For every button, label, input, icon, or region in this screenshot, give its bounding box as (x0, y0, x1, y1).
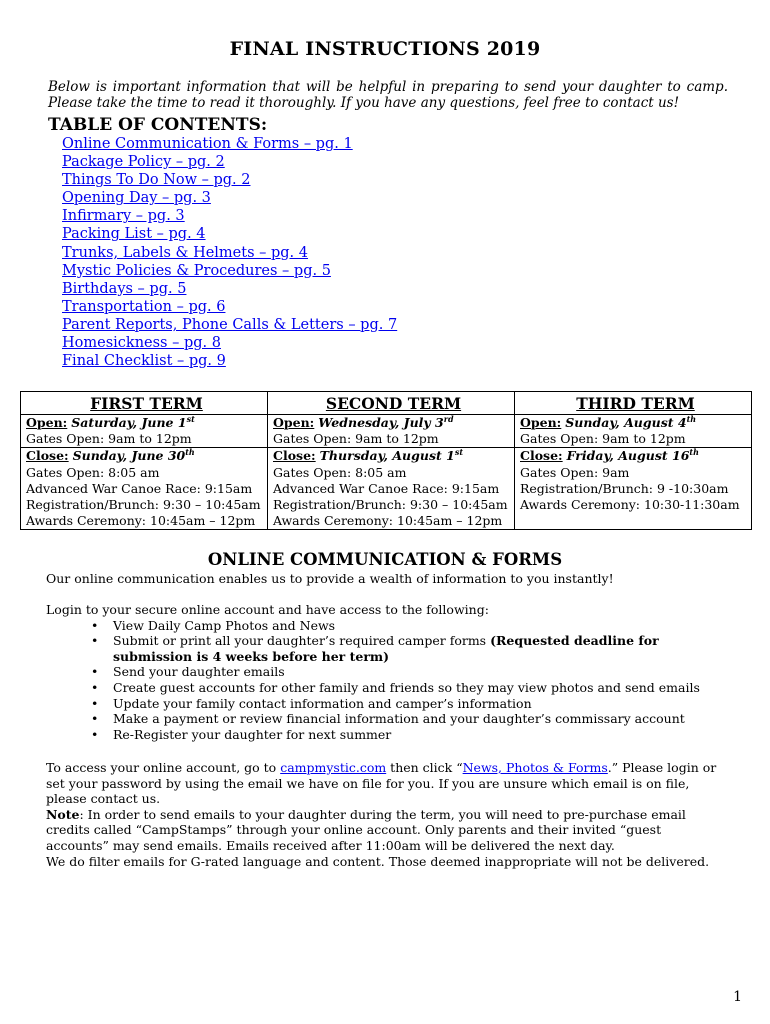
toc-link[interactable]: Trunks, Labels & Helmets – pg. 4 (62, 244, 309, 261)
section-heading: ONLINE COMMUNICATION & FORMS (207, 550, 563, 569)
toc-item[interactable] (62, 225, 397, 243)
toc-link[interactable]: Birthdays – pg. 5 (62, 280, 187, 297)
online-intro: Our online communication enables us to provide a wealth of information to you instantly! (46, 571, 614, 586)
open-label: Open: (26, 415, 68, 430)
open-label: Open: (520, 415, 562, 430)
terms-table (20, 391, 752, 530)
schedule-line (520, 513, 751, 529)
toc-item[interactable] (62, 207, 397, 225)
access-text: .” Please login or set your password by using the email we have on file for you. If you are unsure which email is on file, please contact us. (46, 760, 717, 807)
terms-close-row (21, 448, 752, 530)
term-open-cell (268, 415, 515, 448)
term-open-cell (515, 415, 752, 448)
feature-list (46, 618, 726, 743)
toc-item[interactable] (62, 334, 397, 352)
schedule-line: Gates Open: 9am (520, 464, 630, 480)
note-text: : In order to send emails to your daughter during the term, you will need to pre-purchase email credits called “CampStamps” through your online account. Only parents and their invited “guest accounts” may send emails. Emails received after 11:00am will be delivered the next day. (46, 806, 686, 853)
toc-item[interactable] (62, 135, 397, 153)
schedule-line: Awards Ceremony: 10:45am – 12pm (273, 513, 503, 529)
toc-item[interactable] (62, 352, 397, 370)
toc-item[interactable] (62, 153, 397, 171)
open-date-suffix: st (186, 414, 195, 424)
schedule-line: Gates Open: 8:05 am (26, 464, 160, 480)
note-label: Note (46, 806, 80, 822)
close-label: Close: (26, 448, 69, 464)
bullet-icon: • (91, 711, 99, 727)
login-intro: Login to your secure online account and have access to the following: (46, 602, 489, 617)
term-close-cell (21, 448, 268, 530)
bullet-icon: • (91, 695, 99, 711)
open-date-suffix: th (686, 414, 697, 424)
bullet-icon: • (91, 664, 99, 680)
bullet-icon: • (91, 617, 99, 633)
close-date: Friday, August 16 (566, 448, 690, 464)
filter-paragraph: We do filter emails for G-rated language and content. Those deemed inappropriate will not be delivered. (46, 853, 710, 869)
schedule-line: Awards Ceremony: 10:30-11:30am (520, 497, 740, 513)
close-date: Thursday, August 1 (319, 448, 455, 464)
toc-link[interactable]: Infirmary – pg. 3 (62, 208, 185, 225)
toc-item[interactable] (62, 171, 397, 189)
toc-link[interactable]: Final Checklist – pg. 9 (62, 353, 226, 370)
open-date: Saturday, June 1 (71, 415, 187, 430)
toc-item[interactable] (62, 280, 397, 298)
schedule-line: Awards Ceremony: 10:45am – 12pm (26, 513, 256, 529)
document-title: FINAL INSTRUCTIONS 2019 (229, 38, 541, 60)
access-text: To access your online account, go to (46, 760, 281, 775)
toc-link[interactable]: Online Communication & Forms – pg. 1 (62, 136, 353, 152)
schedule-line: Advanced War Canoe Race: 9:15am (26, 480, 253, 496)
bullet-icon: • (91, 633, 99, 649)
table-of-contents (62, 135, 397, 370)
gates-time: Gates Open: 9am to 12pm (273, 431, 439, 447)
note-paragraph (46, 807, 726, 854)
schedule-line: Gates Open: 8:05 am (273, 464, 407, 480)
toc-item[interactable] (62, 298, 397, 316)
list-item-text: View Daily Camp Photos and News (113, 617, 336, 633)
toc-link[interactable]: Parent Reports, Phone Calls & Letters – pg. 7 (62, 316, 398, 333)
open-date: Wednesday, July 3 (318, 415, 444, 430)
toc-heading: TABLE OF CONTENTS: (48, 115, 268, 135)
term-heading-text: FIRST TERM (90, 394, 203, 413)
term-heading (268, 392, 515, 415)
close-label: Close: (520, 448, 563, 464)
news-photos-forms-link[interactable]: News, Photos & Forms (462, 760, 608, 775)
list-item-text: Send your daughter emails (113, 664, 285, 680)
list-item-text: Submit or print all your daughter’s required camper forms (113, 633, 491, 649)
list-item (46, 696, 726, 712)
intro-paragraph: Below is important information that will be helpful in preparing to send your daughter to camp. Please take the time to read it thoroughly. If you have any questions, feel free to contact us! (48, 79, 728, 111)
access-text: then click “ (386, 760, 463, 775)
term-heading-text: THIRD TERM (576, 394, 695, 413)
list-item (46, 664, 726, 680)
website-link[interactable]: campmystic.com (280, 760, 387, 775)
list-item-text: Create guest accounts for other family and friends so they may view photos and send emails (113, 679, 700, 695)
toc-link[interactable]: Mystic Policies & Procedures – pg. 5 (62, 262, 331, 279)
open-date-suffix: rd (443, 414, 454, 424)
gates-time: Gates Open: 9am to 12pm (26, 431, 192, 447)
open-label: Open: (273, 415, 315, 430)
toc-item[interactable] (62, 189, 397, 207)
close-label: Close: (273, 448, 316, 464)
list-item (46, 727, 726, 743)
gates-time: Gates Open: 9am to 12pm (520, 431, 686, 447)
terms-open-row (21, 415, 752, 448)
term-heading-text: SECOND TERM (325, 394, 462, 413)
list-item-text: Update your family contact information and camper’s information (113, 695, 532, 711)
toc-link[interactable]: Opening Day – pg. 3 (62, 190, 211, 207)
list-item (46, 711, 726, 727)
schedule-line: Advanced War Canoe Race: 9:15am (273, 480, 500, 496)
list-item (46, 633, 726, 664)
list-item-text: Re-Register your daughter for next summer (113, 726, 392, 742)
term-open-cell (21, 415, 268, 448)
close-date-suffix: st (454, 447, 464, 458)
list-item (46, 680, 726, 696)
terms-header-row (21, 392, 752, 415)
schedule-line: Registration/Brunch: 9 -10:30am (520, 480, 729, 496)
deadline-note: (Requested deadline for submission is 4 weeks before her term) (113, 633, 659, 664)
close-date: Sunday, June 30 (72, 448, 186, 464)
page-number: 1 (733, 989, 742, 1005)
login-section (46, 602, 726, 742)
access-section (46, 760, 726, 869)
toc-item[interactable] (62, 262, 397, 280)
toc-link[interactable]: Packing List – pg. 4 (62, 226, 206, 243)
term-close-cell (268, 448, 515, 530)
list-item-text: Make a payment or review financial information and your daughter’s commissary account (113, 711, 685, 727)
toc-item[interactable] (62, 244, 397, 262)
close-date-suffix: th (185, 447, 195, 458)
term-heading (515, 392, 752, 415)
bullet-icon: • (91, 726, 99, 742)
term-heading (21, 392, 268, 415)
toc-link[interactable]: Things To Do Now – pg. 2 (62, 172, 251, 189)
toc-item[interactable] (62, 316, 397, 334)
schedule-line: Registration/Brunch: 9:30 – 10:45am (26, 497, 261, 513)
list-item (46, 618, 726, 634)
toc-link[interactable]: Homesickness – pg. 8 (62, 335, 221, 352)
bullet-icon: • (91, 679, 99, 695)
term-close-cell (515, 448, 752, 530)
toc-link[interactable]: Transportation – pg. 6 (62, 298, 226, 315)
open-date: Sunday, August 4 (565, 415, 687, 430)
close-date-suffix: th (689, 447, 699, 458)
toc-link[interactable]: Package Policy – pg. 2 (62, 154, 225, 171)
access-paragraph (46, 760, 726, 807)
schedule-line: Registration/Brunch: 9:30 – 10:45am (273, 497, 508, 513)
